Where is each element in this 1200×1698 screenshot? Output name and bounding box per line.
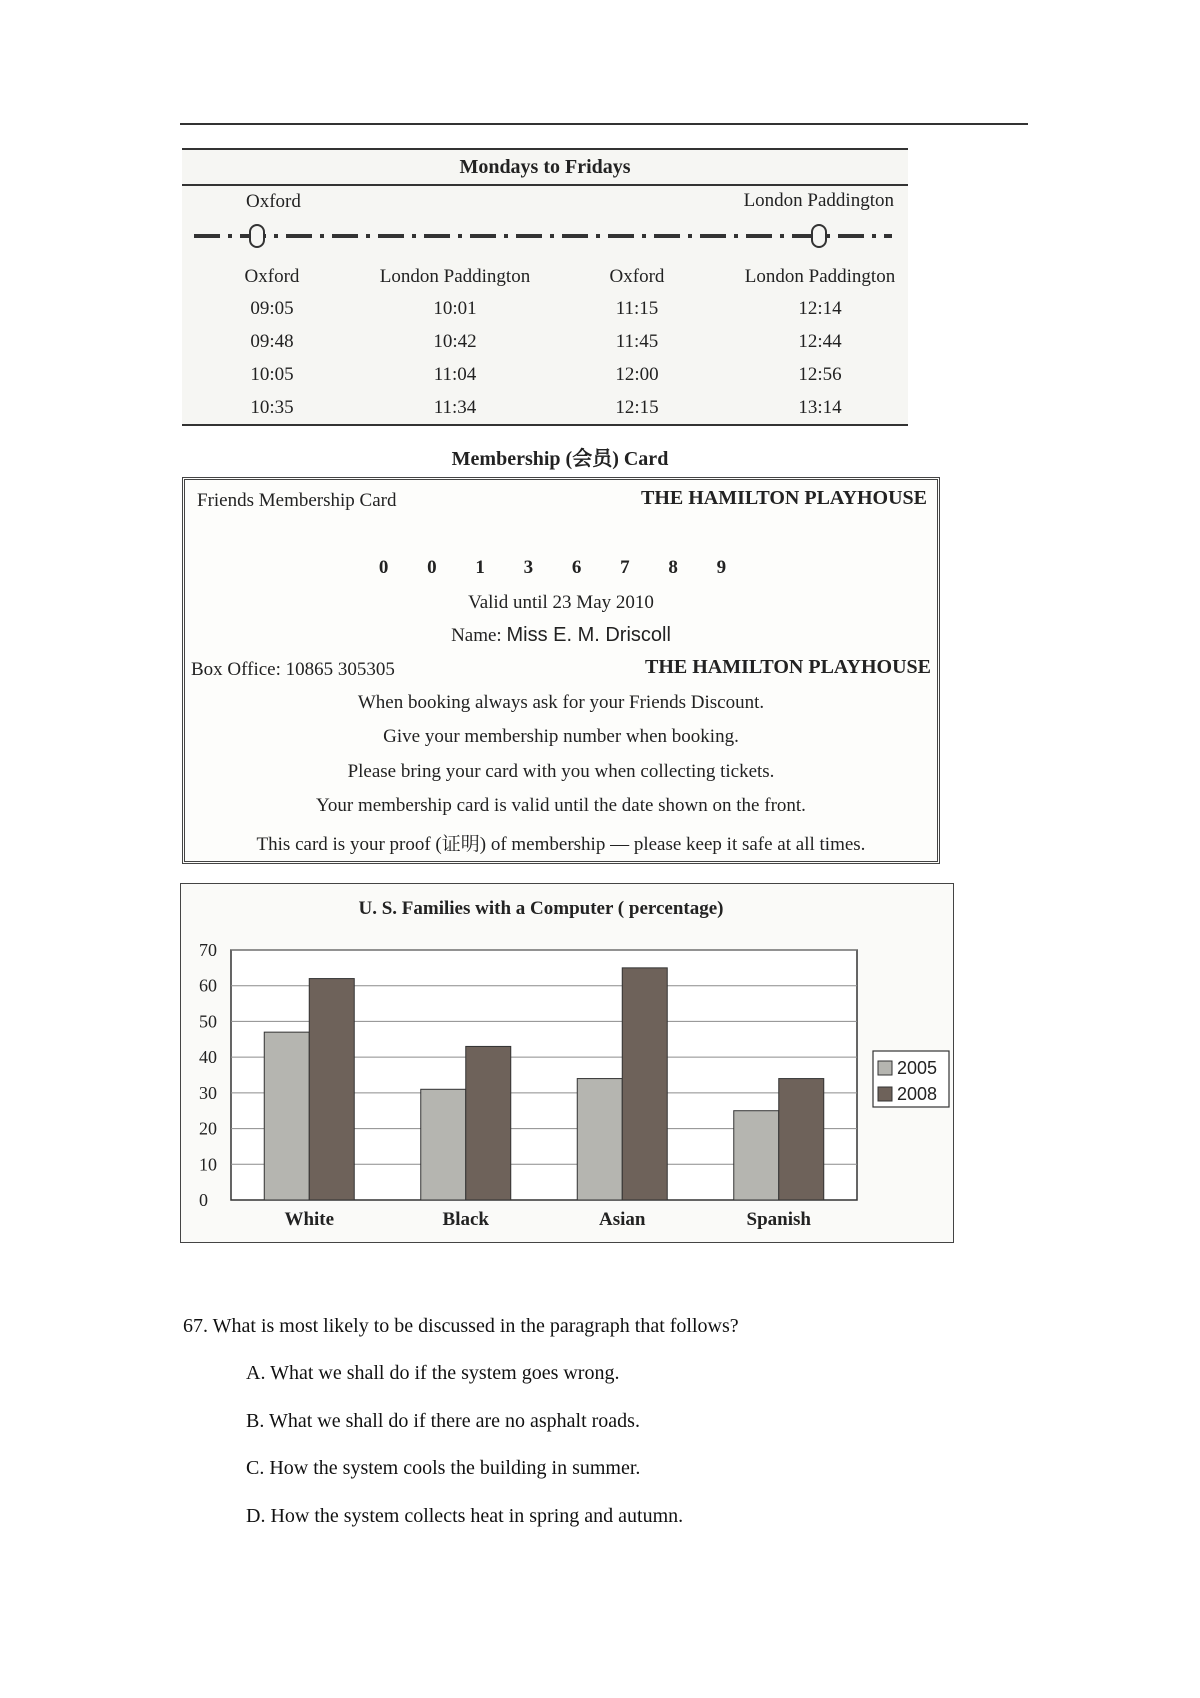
member-name-line: [185, 624, 937, 647]
y-tick-label: 10: [199, 1154, 217, 1175]
time-cell: 13:14: [798, 397, 842, 418]
time-cell: 12:44: [798, 331, 842, 352]
option-c[interactable]: C. How the system cools the building in summer.: [246, 1457, 641, 1479]
x-tick-label: Black: [442, 1209, 489, 1230]
valid-until: Valid until 23 May 2010: [468, 592, 654, 613]
card-note: Your membership card is valid until the date shown on the front.: [316, 795, 806, 816]
membership-title: Membership (会员) Card: [451, 448, 669, 470]
bar-2008-white: [309, 979, 354, 1200]
x-tick-label: Asian: [599, 1209, 646, 1230]
bar-2005-white: [264, 1032, 309, 1200]
venue-name-bottom: THE HAMILTON PLAYHOUSE: [644, 656, 931, 678]
time-cell: 09:05: [250, 298, 294, 319]
time-cell: 12:56: [798, 364, 842, 385]
bar-2008-black: [466, 1046, 511, 1200]
option-a[interactable]: A. What we shall do if the system goes wrong.: [246, 1362, 620, 1384]
option-b[interactable]: B. What we shall do if there are no asphalt roads.: [246, 1410, 640, 1432]
card-note: Give your membership number when booking.: [383, 726, 739, 747]
time-cell: 12:00: [615, 364, 659, 385]
top-rule: [180, 123, 1028, 125]
legend-swatch-2005: [878, 1061, 892, 1075]
column-header-oxford-return: Oxford: [609, 266, 665, 287]
bar-2005-asian: [577, 1079, 622, 1200]
time-cell: 12:14: [798, 298, 842, 319]
timetable-row: [182, 331, 908, 361]
column-header-paddington-return: London Paddington: [744, 266, 896, 287]
legend-label: 2008: [897, 1084, 938, 1104]
timetable-header: Mondays to Fridays: [459, 156, 631, 178]
x-tick-label: White: [284, 1209, 335, 1230]
time-cell: 10:35: [250, 397, 294, 418]
card-label: Friends Membership Card: [197, 490, 397, 511]
chart-title: U. S. Families with a Computer ( percentage): [358, 898, 724, 919]
y-tick-label: 40: [199, 1047, 217, 1068]
timetable-row: [182, 397, 908, 427]
y-tick-label: 30: [199, 1082, 217, 1103]
station-marker-left: [250, 225, 264, 247]
bar-2008-spanish: [779, 1079, 824, 1200]
time-cell: 09:48: [250, 331, 294, 352]
option-d[interactable]: D. How the system collects heat in spring and autumn.: [246, 1505, 684, 1527]
name-label: Name:: [451, 625, 502, 646]
station-label-left: Oxford: [246, 191, 301, 212]
box-office: Box Office: 10865 305305: [191, 659, 395, 680]
time-cell: 10:05: [250, 364, 294, 385]
bar-2005-spanish: [734, 1111, 779, 1200]
timetable-header-rule: [182, 184, 908, 186]
column-header-paddington-arrive: London Paddington: [379, 266, 531, 287]
venue-name-top: THE HAMILTON PLAYHOUSE: [640, 487, 927, 509]
station-label-right: London Paddington: [743, 190, 894, 211]
card-note: When booking always ask for your Friends Discount.: [357, 692, 765, 713]
legend-label: 2005: [897, 1058, 938, 1078]
time-cell: 11:04: [433, 364, 477, 385]
x-tick-label: Spanish: [746, 1209, 811, 1230]
bar-2005-black: [421, 1089, 466, 1200]
y-tick-label: 60: [199, 975, 217, 996]
card-note: This card is your proof (证明) of membership — please keep it safe at all times.: [256, 834, 866, 855]
train-timetable: [182, 148, 908, 426]
computer-ownership-chart: [180, 883, 954, 1243]
bar-2008-asian: [622, 968, 667, 1200]
member-name: Miss E. M. Driscoll: [506, 624, 671, 646]
time-cell: 10:42: [433, 331, 477, 352]
question-stem: 67. What is most likely to be discussed in the paragraph that follows?: [183, 1315, 739, 1337]
chart-svg: [181, 884, 953, 1242]
time-cell: 11:45: [615, 331, 659, 352]
time-cell: 11:15: [615, 298, 659, 319]
time-cell: 12:15: [615, 397, 659, 418]
time-cell: 11:34: [433, 397, 477, 418]
y-tick-label: 0: [199, 1190, 208, 1210]
membership-number: 0 0 1 3 6 7 8 9: [378, 557, 744, 578]
column-header-oxford-depart: Oxford: [244, 266, 300, 287]
y-tick-label: 20: [199, 1118, 217, 1139]
timetable-top-rule: [182, 148, 908, 150]
timetable-bottom-rule: [182, 424, 908, 426]
y-tick-label: 50: [199, 1011, 217, 1032]
timetable-row: [182, 298, 908, 328]
legend-swatch-2008: [878, 1087, 892, 1101]
station-marker-right: [812, 225, 826, 247]
time-cell: 10:01: [433, 298, 477, 319]
y-tick-label: 70: [199, 940, 217, 960]
card-note: Please bring your card with you when collecting tickets.: [347, 761, 775, 782]
route-line: [192, 222, 904, 250]
membership-card: [182, 477, 940, 864]
timetable-row: [182, 364, 908, 394]
